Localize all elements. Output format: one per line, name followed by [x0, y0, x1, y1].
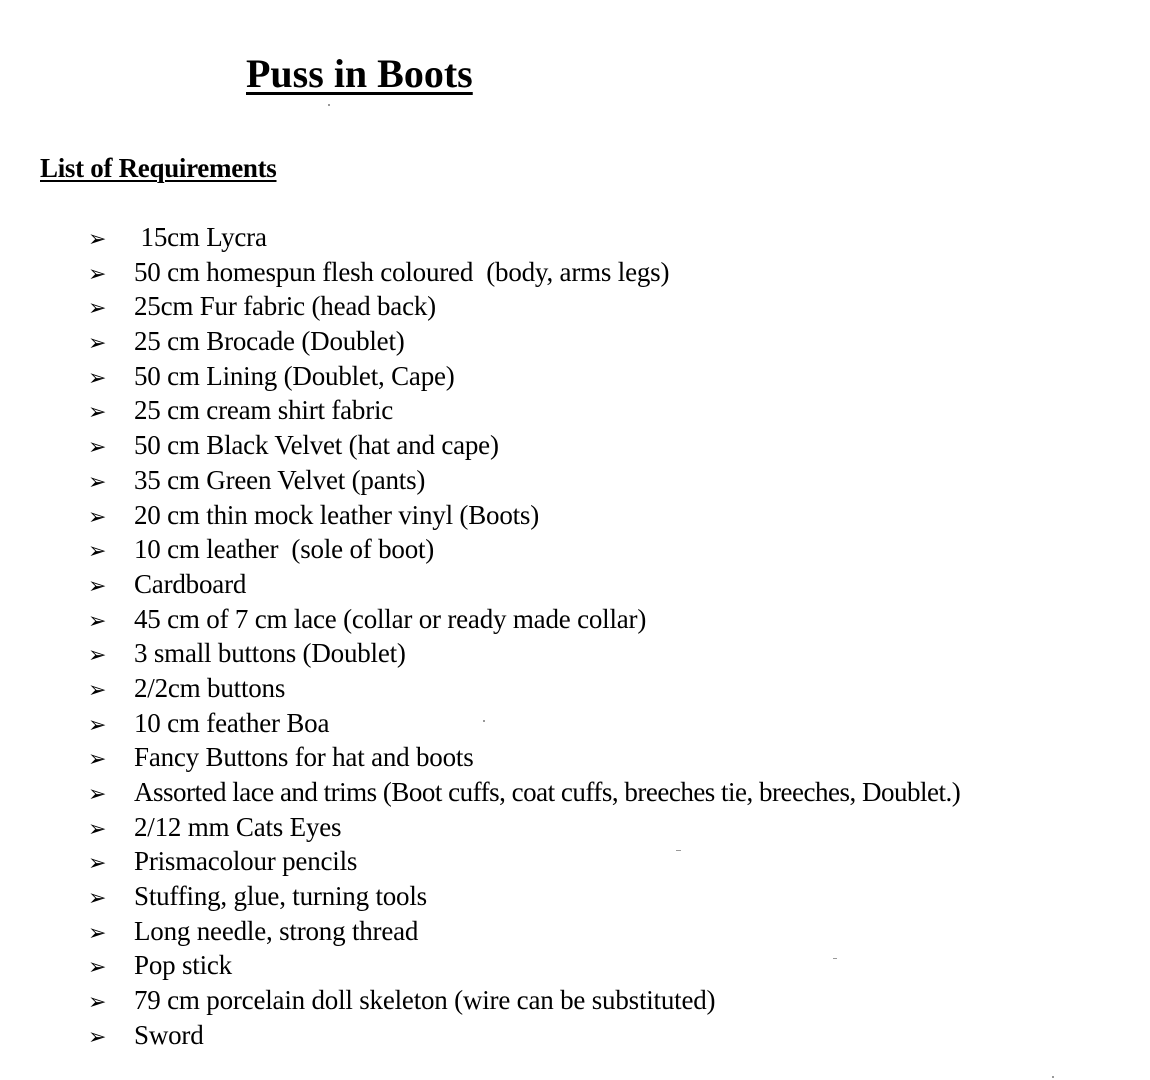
arrow-bullet-icon: ➢ [88, 851, 107, 877]
list-item [88, 844, 960, 879]
arrow-bullet-icon: ➢ [88, 573, 107, 599]
arrow-bullet-icon: ➢ [88, 643, 107, 669]
scan-speck [328, 104, 330, 106]
list-item-text: 10 cm leather (sole of boot) [134, 534, 435, 565]
list-item [88, 948, 960, 983]
list-item [88, 671, 960, 706]
list-item-text: 2/12 mm Cats Eyes [134, 811, 342, 842]
list-item [88, 567, 960, 602]
list-item [88, 636, 960, 671]
list-item [88, 393, 960, 428]
list-item-text: 45 cm of 7 cm lace (collar or ready made collar) [134, 603, 647, 634]
arrow-bullet-icon: ➢ [88, 227, 107, 252]
list-item-text: Prismacolour pencils [134, 846, 358, 877]
list-item [88, 879, 960, 914]
list-item-text: Pop stick [134, 950, 232, 981]
list-item [88, 498, 960, 533]
scan-speck [483, 720, 485, 722]
list-item-text: Long needle, strong thread [134, 915, 419, 946]
arrow-bullet-icon: ➢ [88, 1024, 107, 1050]
arrow-bullet-icon: ➢ [88, 886, 107, 912]
list-item-text: Sword [134, 1019, 204, 1050]
arrow-bullet-icon: ➢ [88, 469, 107, 495]
list-item [88, 914, 960, 949]
list-item-text: 15cm Lycra [134, 222, 267, 252]
list-item [88, 359, 960, 394]
arrow-bullet-icon: ➢ [88, 331, 107, 357]
arrow-bullet-icon: ➢ [88, 400, 107, 426]
arrow-bullet-icon: ➢ [88, 747, 107, 773]
scan-speck [833, 958, 837, 959]
list-item-text: 79 cm porcelain doll skeleton (wire can be substituted) [134, 985, 716, 1016]
list-item [88, 532, 960, 567]
list-item [88, 463, 960, 498]
list-item [88, 740, 960, 775]
list-item [88, 428, 960, 463]
list-item [88, 775, 960, 810]
list-item-text: 50 cm homespun flesh coloured (body, arms legs) [134, 256, 670, 287]
list-item [88, 1018, 960, 1053]
list-item [88, 983, 960, 1018]
list-item [88, 255, 960, 290]
scan-speck [1052, 1076, 1054, 1078]
document-title: Puss in Boots [246, 51, 473, 96]
list-item-text: Fancy Buttons for hat and boots [134, 742, 474, 773]
scan-speck [676, 850, 681, 851]
list-item [88, 220, 960, 255]
list-item [88, 706, 960, 741]
list-item-text: 50 cm Lining (Doublet, Cape) [134, 360, 455, 391]
list-item-text: 25 cm cream shirt fabric [134, 395, 394, 426]
list-item-text: 50 cm Black Velvet (hat and cape) [134, 430, 499, 461]
list-item-text: Assorted lace and trims (Boot cuffs, coat cuffs, breeches tie, breeches, Doublet.) [134, 777, 961, 807]
list-item [88, 324, 960, 359]
arrow-bullet-icon: ➢ [88, 435, 107, 461]
arrow-bullet-icon: ➢ [88, 816, 107, 842]
arrow-bullet-icon: ➢ [88, 920, 107, 946]
arrow-bullet-icon: ➢ [88, 608, 107, 634]
arrow-bullet-icon: ➢ [88, 261, 107, 287]
arrow-bullet-icon: ➢ [88, 955, 107, 981]
arrow-bullet-icon: ➢ [88, 296, 107, 322]
list-item-text: 10 cm feather Boa [134, 707, 330, 738]
list-item [88, 289, 960, 324]
arrow-bullet-icon: ➢ [88, 712, 107, 738]
section-heading: List of Requirements [40, 153, 277, 183]
list-item-text: 2/2cm buttons [134, 672, 286, 703]
list-item-text: Stuffing, glue, turning tools [134, 881, 427, 912]
requirements-list [88, 220, 960, 1053]
arrow-bullet-icon: ➢ [88, 677, 107, 703]
arrow-bullet-icon: ➢ [88, 782, 107, 807]
list-item-text: Cardboard [134, 568, 247, 599]
list-item [88, 602, 960, 637]
arrow-bullet-icon: ➢ [88, 365, 107, 391]
list-item-text: 3 small buttons (Doublet) [134, 638, 406, 669]
arrow-bullet-icon: ➢ [88, 539, 107, 565]
arrow-bullet-icon: ➢ [88, 504, 107, 530]
list-item-text: 20 cm thin mock leather vinyl (Boots) [134, 499, 540, 530]
list-item [88, 810, 960, 845]
arrow-bullet-icon: ➢ [88, 990, 107, 1016]
list-item-text: 35 cm Green Velvet (pants) [134, 464, 426, 495]
list-item-text: 25 cm Brocade (Doublet) [134, 326, 405, 357]
list-item-text: 25cm Fur fabric (head back) [134, 291, 436, 322]
